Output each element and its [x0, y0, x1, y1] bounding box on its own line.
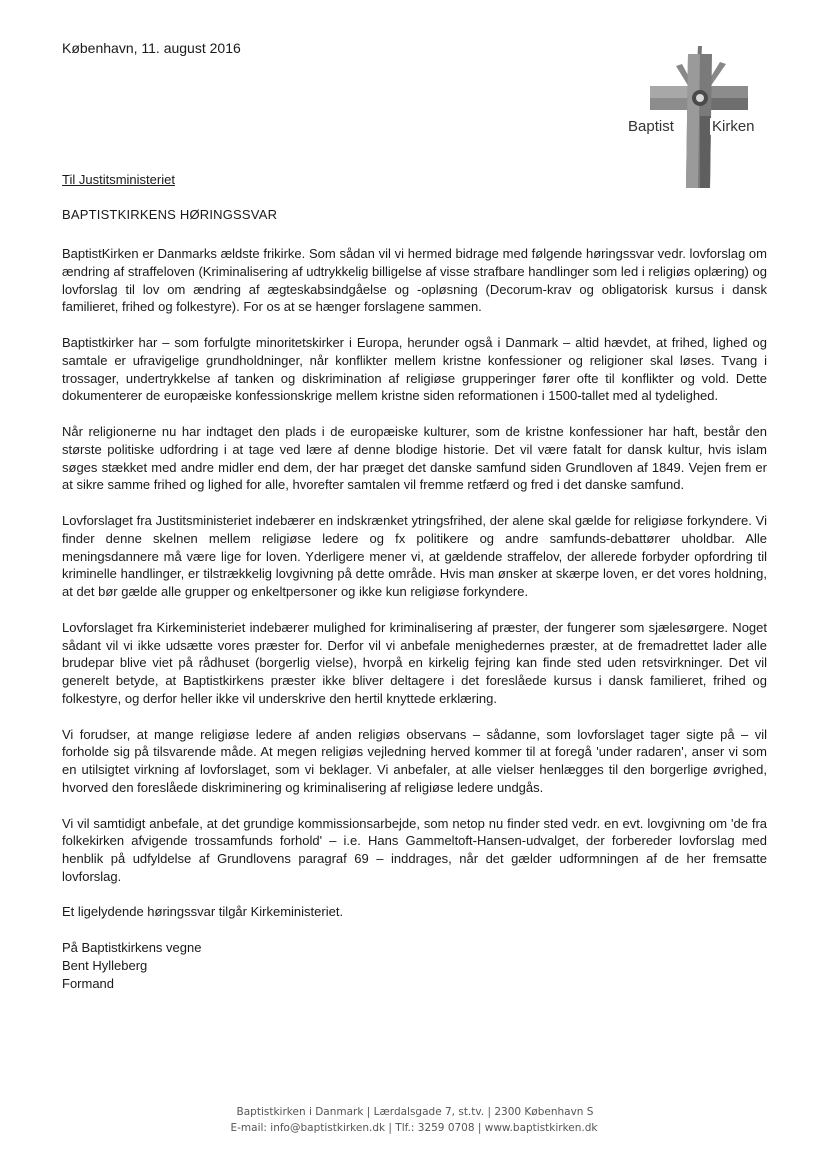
paragraph: BaptistKirken er Danmarks ældste frikirke. Som sådan vil vi hermed bidrage med følgende høringssvar vedr. lovforslag om ændring af straffeloven (Kriminalisering af udtrykkelig billigelse af visse strafbare handlinger som led i religiøs oplæring) og lovforslag til lov om ændring af ægteskabsindgåelse og -opløsning (Decorum-krav og obligatorisk kursus i dansk familieret, frihed og folkestyre). For os at se hænger forslagene sammen.: [62, 246, 767, 315]
letter-heading: BAPTISTKIRKENS HØRINGSSVAR: [62, 207, 278, 222]
paragraph: Et ligelydende høringssvar tilgår Kirkeministeriet.: [62, 904, 344, 920]
signature-title: Formand: [62, 975, 115, 991]
signature-line: På Baptistkirkens vegne: [62, 940, 202, 956]
paragraph: Når religionerne nu har indtaget den plads i de europæiske kulturer, som de kristne konfessioner har haft, består den største politiske udfordring i at tage ved lære af denne blodige historie. Det vil være fatalt for dansk kultur, hvis islam søges stækket med andre midler end dem, der har præget det danske samfund siden Grundloven af 1849. Vejen frem er at sikre samme frihed og lighed for alle, hvorefter samtalen vil fremme retfærd og fred i det danske samfund.: [62, 423, 767, 493]
recipient: Til Justitsministeriet: [62, 172, 175, 187]
paragraph: Lovforslaget fra Kirkeministeriet indebærer mulighed for kriminalisering af præster, der fungerer som sjælesørgere. Noget sådant vil vi ikke udsætte vores præster for. Derfor vil vi anbefale menighedernes præster, at de fremadrettet lader alle brudepar blive viet på rådhuset (borgerlig vielse), hvorpå en kirkelig fejring kan finde sted uden retsvirkninger. Det vil generelt betyde, at Baptistkirkens præster ikke bliver deltagere i det foreslåede kursus i dansk familieret, frihed og folkestyre, og derfor heller ikke vil underskrive den hertil knyttede erklæring.: [62, 619, 767, 706]
paragraph: Lovforslaget fra Justitsministeriet indebærer en indskrænket ytringsfrihed, der alene skal gælde for religiøse forkyndere. Vi finder denne skelnen mellem religiøse ledere og fx politikere og andre samfunds-debattører uholdbar. Alle meningsdannere må være lige for loven. Yderligere mener vi, at gældende straffelov, der allerede forbyder opfordring til kriminelle handlinger, er tilstrækkelig lovgivning på dette område. Hvis man ønsker at skærpe loven, er det vores holdning, at det bør gælde alle grupper og enkeltpersoner og ikke kun religiøse forkyndere.: [62, 512, 767, 600]
signature-name: Bent Hylleberg: [62, 957, 148, 973]
letter-body: [62, 245, 767, 992]
paragraph: Baptistkirker har – som forfulgte minoritetskirker i Europa, herunder også i Danmark – altid hævdet, at frihed, lighed og samtale er ufravigelige grundholdninger, når konflikter mellem kristne konfessioner og religioner skal løses. Tvang i trossager, undertrykkelse af tanken og diskrimination af religiøse grupperinger fører ofte til konflikter og vold. Dette dokumenterer de europæiske konfessionskrige mellem kristne siden reformationen i 1500-tallet med al tydelighed.: [62, 334, 767, 404]
footer-address: Baptistkirken i Danmark | Lærdalsgade 7, st.tv. | 2300 København S: [236, 1106, 594, 1118]
cross-icon: [616, 46, 776, 188]
signature-block: [62, 939, 767, 992]
letter-date: København, 11. august 2016: [62, 40, 241, 56]
footer-contact: E-mail: info@baptistkirken.dk | Tlf.: 3259 0708 | www.baptistkirken.dk: [230, 1122, 598, 1134]
paragraph: Vi vil samtidigt anbefale, at det grundige kommissionsarbejde, som netop nu finder sted vedr. en evt. lovgivning om 'de fra folkekirken afvigende trossamfunds forhold' – i.e. Hans Gammeltoft-Hansen-udvalget, der forbereder lovforslag med henblik på udfyldelse af Grundlovens paragraf 69 – inddrages, når det gælder udformningen af de her fremsatte lovforslag.: [62, 815, 767, 884]
letter-footer: [0, 1104, 828, 1136]
logo-word-kirken: Kirken: [712, 118, 755, 135]
baptistkirken-logo: [616, 46, 776, 188]
paragraph: Vi forudser, at mange religiøse ledere af anden religiøs observans – sådanne, som lovforslaget tager sigte på – vil forholde sig på tilsvarende måde. At megen religiøs vejledning herved kommer til at foregå 'under radaren', anser vi som en utilsigtet virkning af lovforslaget, som vi beklager. Vi anbefaler, at alle vielser henlægges til den borgerlige øvrighed, hvorved den foreslåede diskriminering og kriminalisering af religiøse ledere undgås.: [62, 726, 767, 795]
logo-word-baptist: Baptist: [628, 118, 677, 135]
